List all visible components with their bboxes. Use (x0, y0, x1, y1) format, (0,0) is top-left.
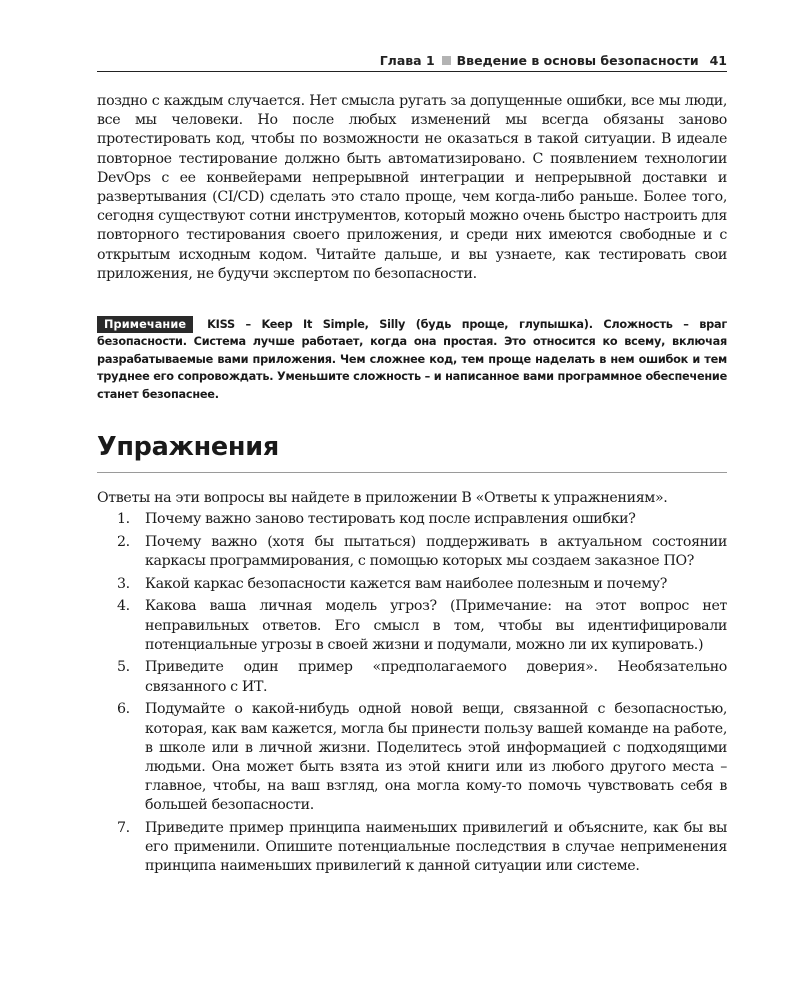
item-number: 3. (117, 575, 130, 592)
note-text: KISS – Keep It Simple, Silly (будь проще, глупышка). Сложность – враг безопасности. Система лучше работает, когда она простая. Это относится ко всему, включая разрабатываемые вами приложения. Чем сложнее код, тем проще наделать в нем ошибок и тем труднее его сопровождать. Уменьшите сложность – и написанное вами программное обеспечение станет безопаснее. (97, 318, 727, 401)
item-text: Приведите один пример «предполагаемого доверия». Необязательно связанного с ИТ. (145, 659, 727, 695)
note-block (97, 316, 727, 403)
item-number: 2. (117, 533, 130, 550)
chapter-label: Глава 1 (379, 52, 435, 68)
item-number: 1. (117, 511, 130, 527)
item-text: Почему важно заново тестировать код после исправления ошибки? (145, 511, 636, 527)
item-number: 5. (117, 659, 130, 676)
item-text: Подумайте о какой-нибудь одной новой вещи, связанной с безопасностью, которая, как вам кажется, могла бы принести пользу вашей команде на работе, в школе или в личной жизни. Поделитесь этой информацией с подходящими людьми. Она может быть взята из этой книги или из любого другого места – главное, чтобы, на ваш взгляд, она могла кому-то помочь чувствовать себя в большей безопасности. (145, 701, 727, 814)
header-rule (97, 71, 727, 72)
exercise-list (97, 510, 727, 880)
item-number: 4. (117, 598, 130, 615)
item-text: Какова ваша личная модель угроз? (Примечание: на этот вопрос нет неправильных ответов. Его смысл в том, чтобы вы идентифицировали потенциальные угрозы в своей жизни и подумали, можно ли их купировать.) (145, 598, 727, 653)
chapter-title: Введение в основы безопасности (456, 52, 699, 68)
list-item (97, 700, 727, 815)
item-text: Почему важно (хотя бы пытаться) поддерживать в актуальном состоянии каркасы программирования, с помощью которых мы создаем заказное ПО? (145, 533, 727, 569)
section-title: Упражнения (97, 432, 279, 462)
list-item (97, 658, 727, 696)
list-item (97, 533, 727, 571)
exercises-intro: Ответы на эти вопросы вы найдете в приложении B «Ответы к упражнениям». (97, 490, 668, 506)
page-number: 41 (709, 52, 727, 68)
intro-paragraph: поздно с каждым случается. Нет смысла ругать за допущенные ошибки, все мы люди, все мы человеки. Но после любых изменений мы всегда обязаны заново протестировать код, чтобы по возможности не оказаться в такой ситуации. В идеале повторное тестирование должно быть автоматизировано. С появлением технологии DevOps с ее конвейерами непрерывной интеграции и непрерывной доставки и развертывания (CI/CD) сделать это стало проще, чем когда-либо раньше. Более того, сегодня существуют сотни инструментов, который можно очень быстро настроить для повторного тестирования своего приложения, и среди них имеются свободные и с открытым исходным кодом. Читайте дальше, и вы узнаете, как тестировать свои приложения, не будучи экспертом по безопасности. (97, 93, 727, 282)
section-rule (97, 472, 727, 473)
item-number: 7. (117, 820, 130, 837)
item-text: Приведите пример принципа наименьших привилегий и объясните, как бы вы его применили. Опишите потенциальные последствия в случае неприменения принципа наименьших привилегий к данной ситуации или системе. (145, 820, 727, 875)
separator-square-icon (442, 56, 451, 65)
running-header (97, 50, 727, 70)
list-item (97, 597, 727, 655)
list-item (97, 819, 727, 877)
item-number: 6. (117, 701, 130, 718)
list-item (97, 510, 727, 529)
note-badge: Примечание (97, 316, 193, 333)
item-text: Какой каркас безопасности кажется вам наиболее полезным и почему? (145, 575, 668, 592)
list-item (97, 575, 727, 594)
